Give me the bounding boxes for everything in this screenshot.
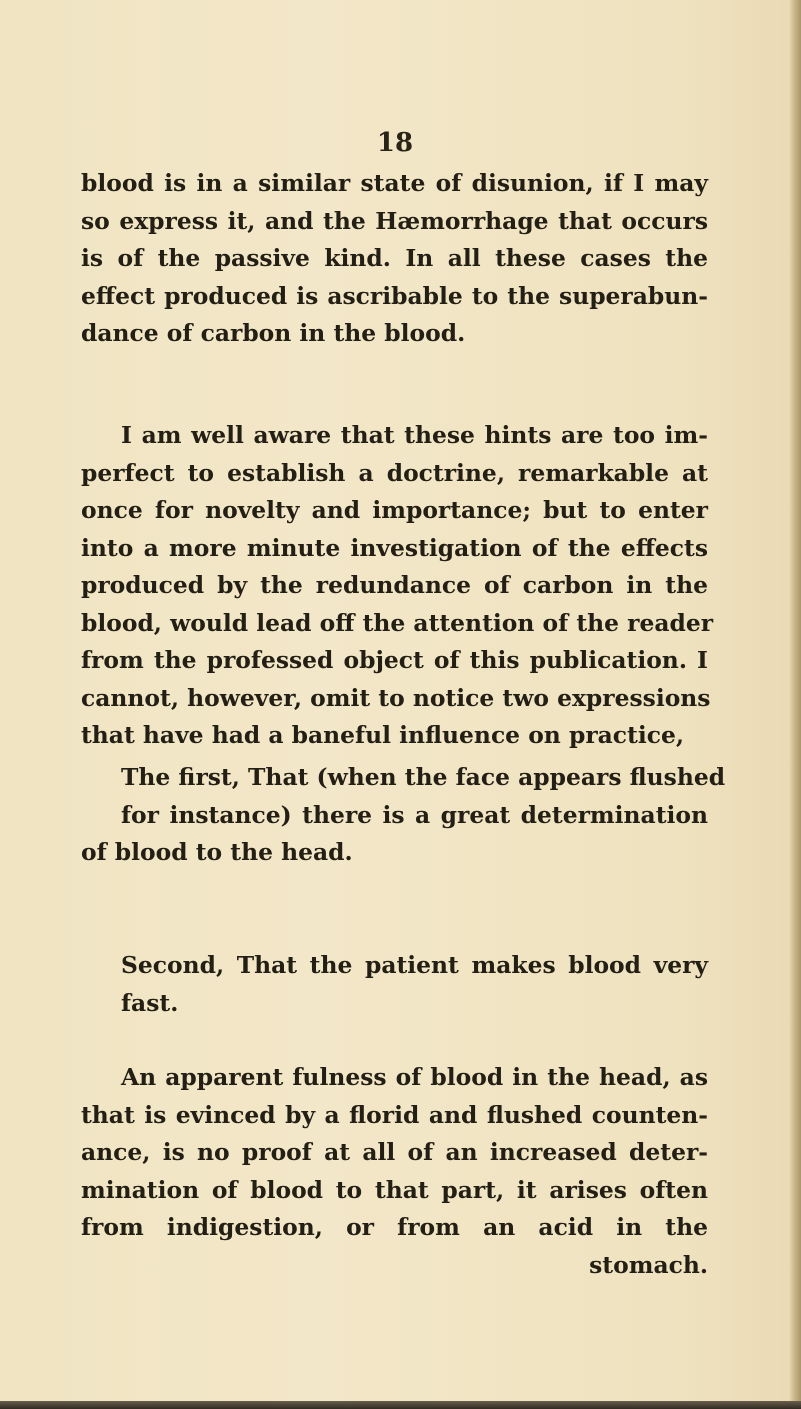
paragraph-3 — [81, 759, 726, 872]
text-line: Second, That the patient makes blood very — [121, 951, 708, 979]
text-line: cannot, however, omit to notice two expressions — [81, 683, 711, 712]
paragraph-4 — [81, 947, 708, 1022]
paragraph-1 — [81, 165, 708, 353]
text-line: perfect to establish a doctrine, remarkable at — [81, 458, 708, 487]
paragraph-5 — [81, 1059, 708, 1284]
text-line: ance, is no proof at all of an increased deter- — [81, 1138, 708, 1166]
page-bottom-border — [0, 1401, 801, 1409]
text-line: fast. — [121, 988, 179, 1017]
text-line: An apparent fulness of blood in the head, as — [121, 1063, 708, 1091]
text-line: mination of blood to that part, it arises often — [81, 1175, 708, 1204]
text-line: blood, would lead off the attention of the reader — [81, 608, 714, 637]
text-line: produced by the redundance of carbon in the — [81, 571, 708, 599]
text-line: blood is in a similar state of disunion, if I may — [81, 169, 708, 197]
text-line: effect produced is ascribable to the superabun- — [81, 281, 708, 310]
text-line: that have had a baneful influence on practice, — [81, 721, 684, 749]
paragraph-2 — [81, 417, 714, 755]
text-line: The first, That (when the face appears flushed — [121, 763, 726, 791]
text-line: so express it, and the Hæmorrhage that occurs — [81, 206, 708, 235]
text-line: of blood to the head. — [81, 838, 353, 866]
text-line: that is evinced by a florid and flushed counten- — [81, 1100, 708, 1129]
page-number: 18 — [376, 128, 414, 158]
page-edge-shadow — [789, 0, 801, 1409]
text-line: stomach. — [589, 1250, 708, 1279]
text-line: for instance) there is a great determination — [121, 800, 708, 829]
text-line: from the professed object of this publication. I — [81, 646, 708, 674]
text-line: dance of carbon in the blood. — [81, 319, 466, 347]
text-line: from indigestion, or from an acid in the — [81, 1213, 708, 1241]
text-line: is of the passive kind. In all these cases the — [81, 244, 708, 272]
text-line: I am well aware that these hints are too im- — [121, 421, 708, 449]
text-line: into a more minute investigation of the effects — [81, 533, 708, 562]
text-line: once for novelty and importance; but to enter — [81, 496, 708, 524]
